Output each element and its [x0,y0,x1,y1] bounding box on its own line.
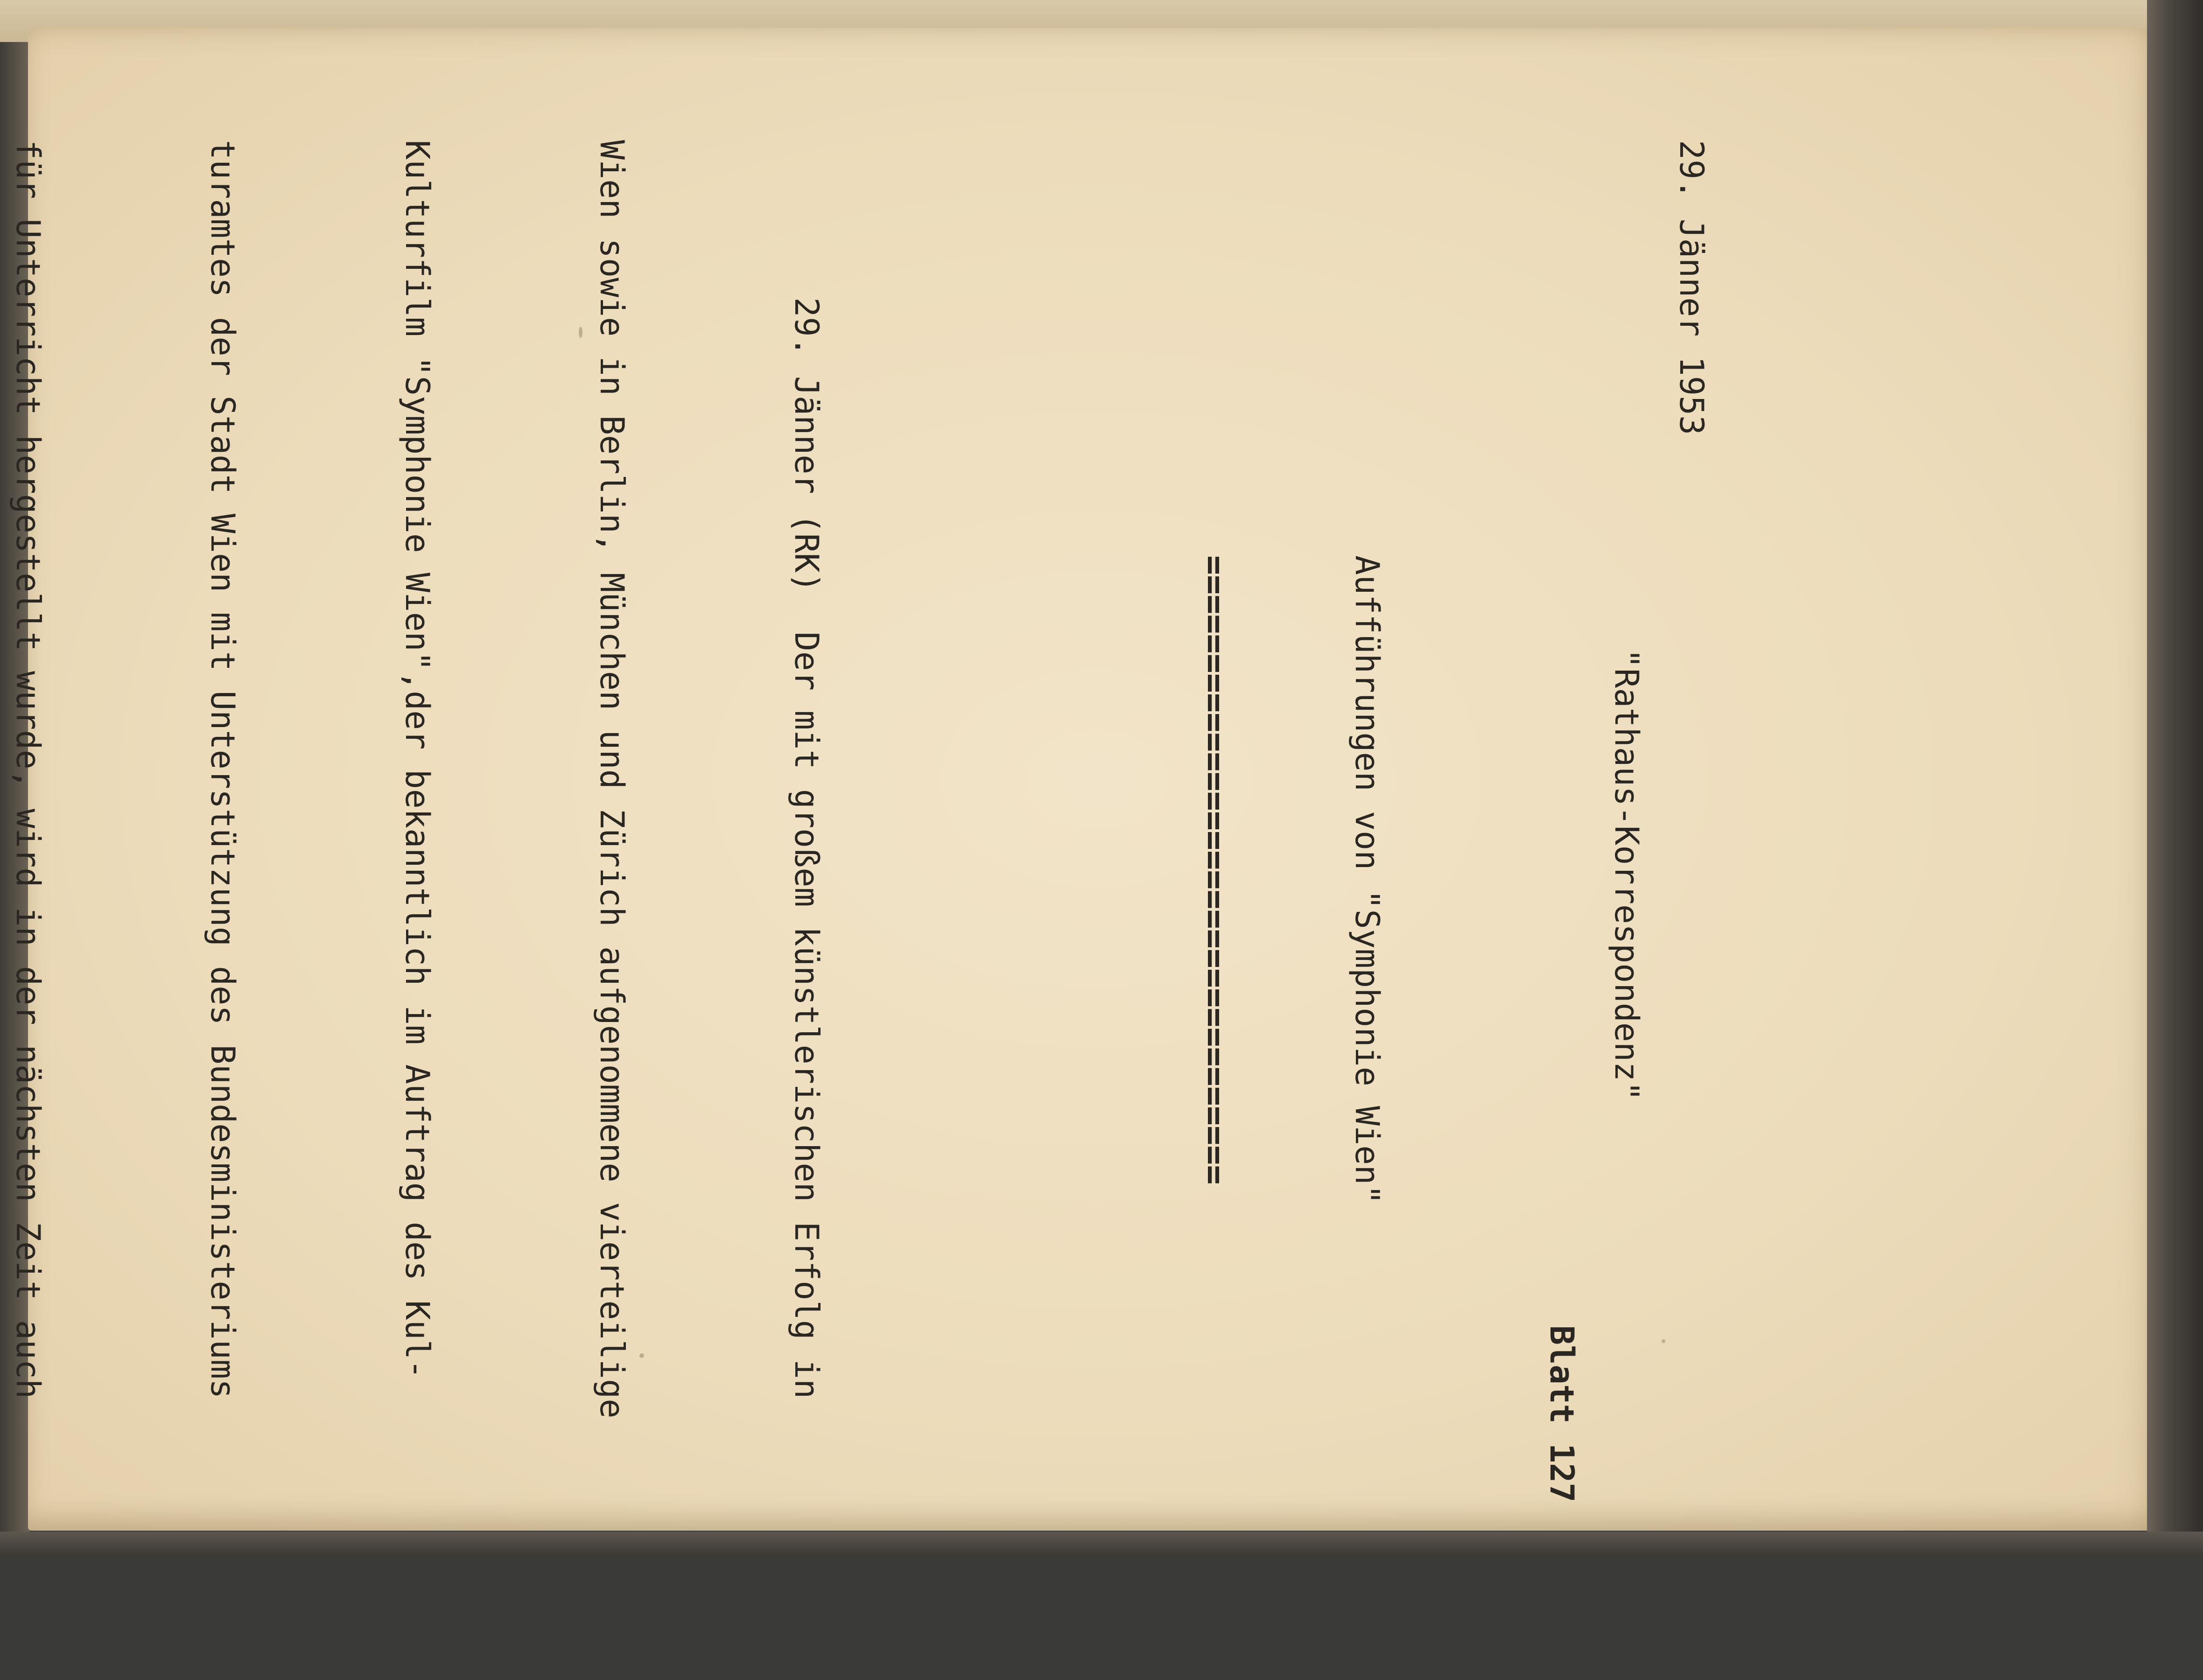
book-edge [2147,0,2203,1557]
header-date: 29. Jänner 1953 [1672,140,1711,435]
headline-underline-text: ================================ [1195,555,1234,1185]
headline [1334,140,1399,1680]
blank-line [1033,140,1052,1680]
header-title: "Rathaus-Korrespondenz" [1607,649,1646,1101]
paragraph-line: für Unterricht hergestellt wurde, wird in der nächsten Zeit auch [9,140,47,1399]
header-line [1543,140,1789,1680]
paragraph-line: turamtes der Stadt Wien mit Unterstützung des Bundesministeriums [203,140,242,1399]
headline-underline [1182,140,1247,1680]
headline-text: Aufführungen von "Symphonie Wien" [1348,555,1386,1204]
header-page-number: Blatt 127 [1543,1325,1581,1503]
paragraph-line: Kulturfilm "Symphonie Wien",der bekanntlich im Auftrag des Kul- [398,140,436,1379]
paragraph-line: 29. Jänner (RK) Der mit großem künstlerischen Erfolg in [787,140,826,1399]
paragraph-line: Wien sowie in Berlin, München und Zürich aufgenommene vierteilige [593,140,631,1419]
typed-text-block [0,140,1918,1680]
